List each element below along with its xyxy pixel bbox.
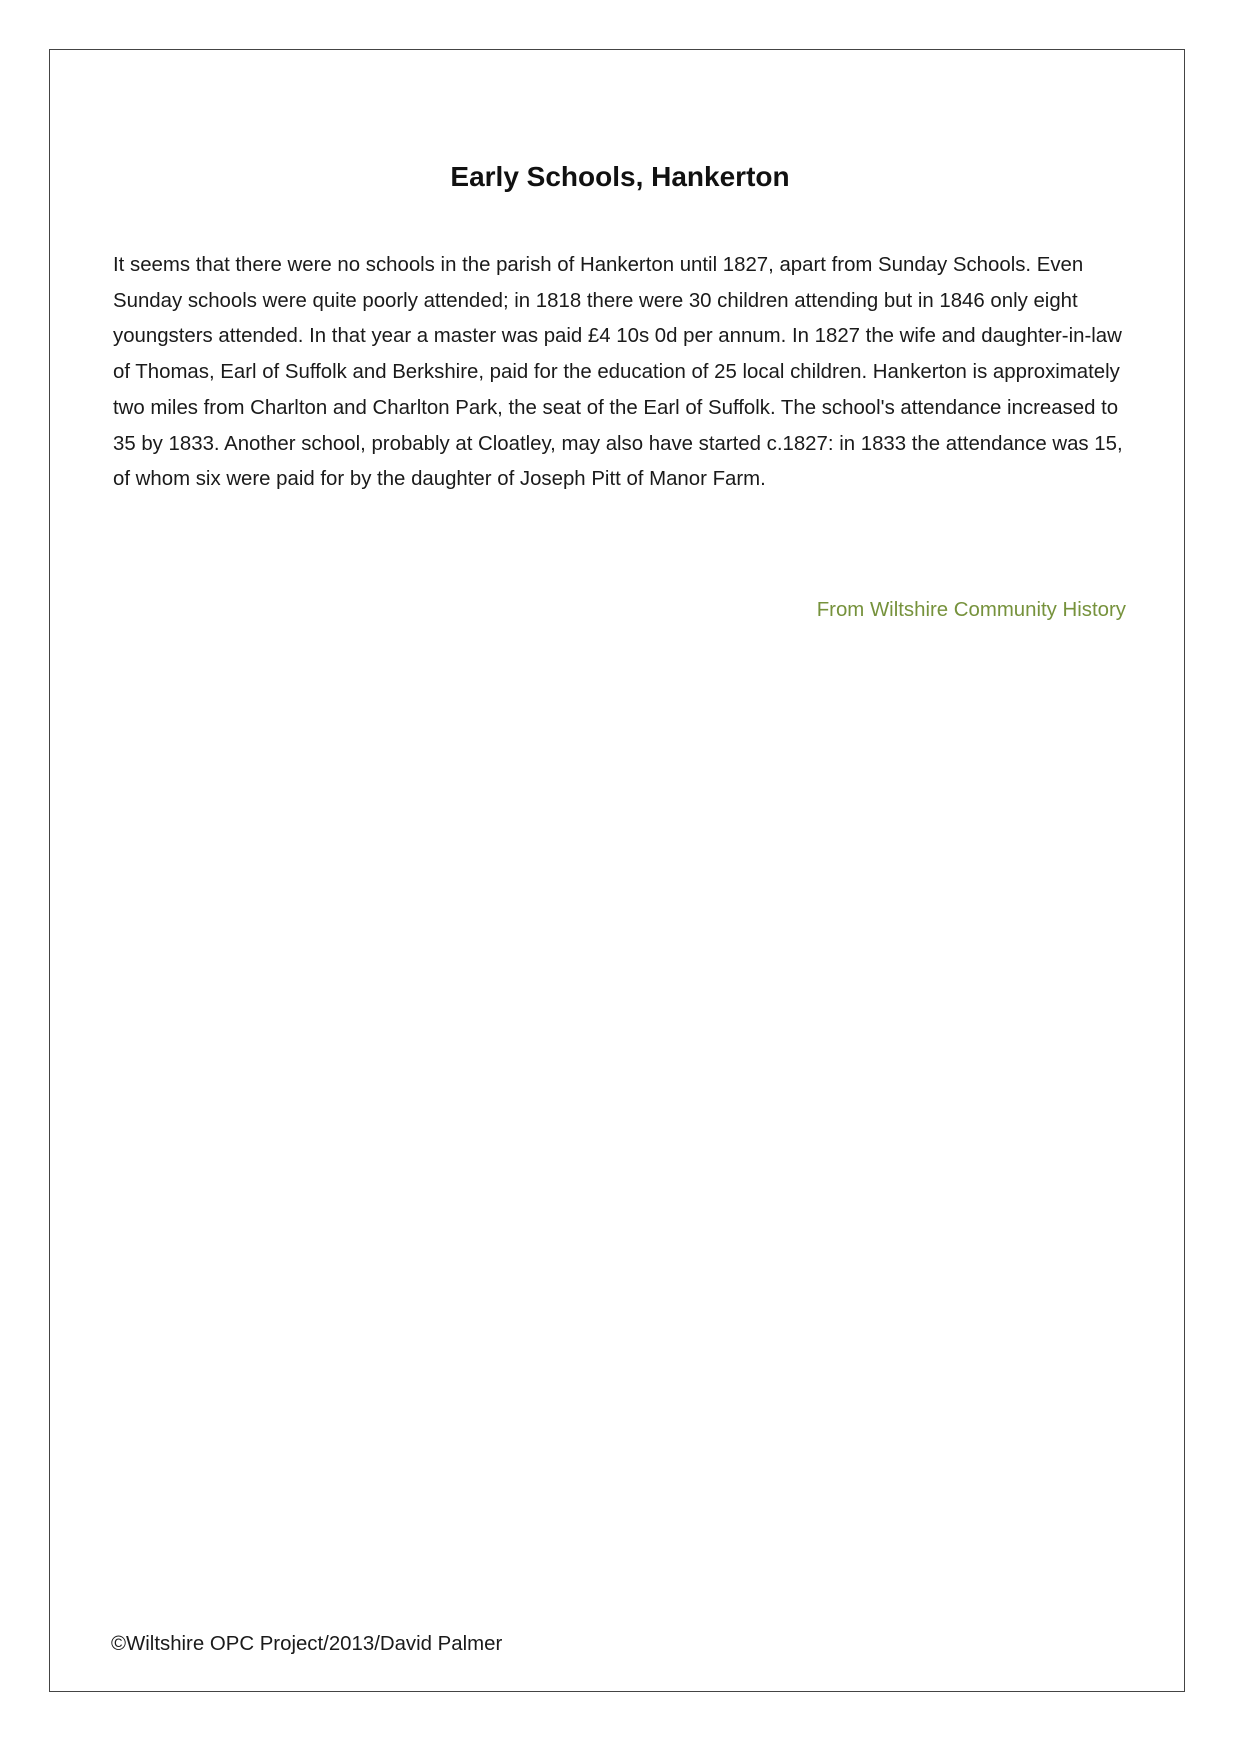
source-attribution: From Wiltshire Community History [816,599,1126,621]
body-paragraph: It seems that there were no schools in the parish of Hankerton until 1827, apart from Sunday Schools. Even Sunday schools were quite poorly attended; in 1818 there were 30 children attending but in 1846 only eight youngsters attended. In that year a master was paid £4 10s 0d per annum. In 1827 the wife and daughter-in-law of Thomas, Earl of Suffolk and Berkshire, paid for the education of 25 local children. Hankerton is approximately two miles from Charlton and Charlton Park, the seat of the Earl of Suffolk. The school's attendance increased to 35 by 1833. Another school, probably at Cloatley, may also have started c.1827: in 1833 the attendance was 15, of whom six were paid for by the daughter of Joseph Pitt of Manor Farm. [113,254,1123,491]
copyright-footer: ©Wiltshire OPC Project/2013/David Palmer [111,1633,503,1655]
document-title: Early Schools, Hankerton [450,161,790,192]
